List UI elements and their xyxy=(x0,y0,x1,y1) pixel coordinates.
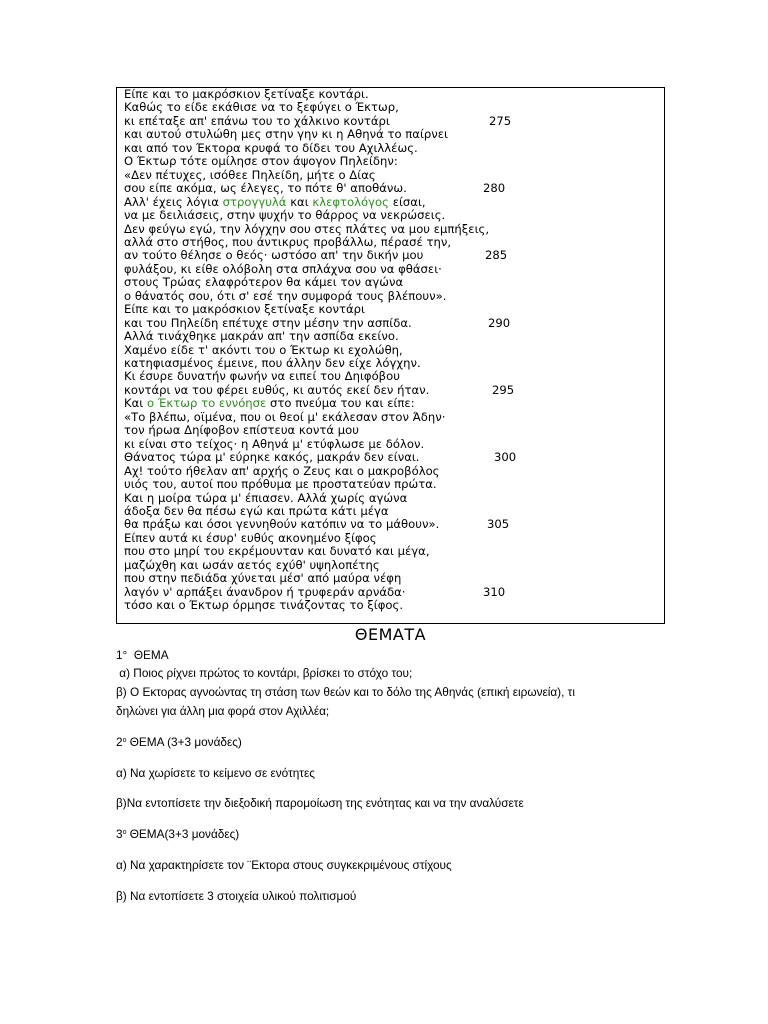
poem-text: Και η μοίρα τώρα μ' έπιασεν. Αλλά χωρίς αγώνα xyxy=(124,490,408,505)
highlighted-phrase: ο Έκτωρ το εννόησε xyxy=(146,396,267,411)
verse-line-number: 285 xyxy=(485,248,508,263)
theme2-question-a: α) Να χωρίσετε το κείμενο σε ενότητες xyxy=(116,766,315,780)
poem-text: στους Τρώας ελαφρότερον θα κάμει τον αγώνα xyxy=(124,275,404,290)
poem-text: και από τον Έκτορα κρυφά το δίδει του Αχιλλέως. xyxy=(124,140,418,155)
poem-text: Είπε και το μακρόσκιον ξετίναξε κοντάρι. xyxy=(124,87,369,101)
poem-text: Ο Έκτωρ τότε ομίλησε στον άψογον Πηλείδην: xyxy=(124,154,398,169)
poem-text: Αχ! τούτο ήθελαν απ' αρχής ο Ζευς και ο μακροβόλος xyxy=(124,463,440,478)
verse-line-number: 290 xyxy=(488,315,511,330)
poem-text: λαγόν ν' αρπάξει άνανδρον ή τρυφεράν αρνάδα· xyxy=(124,584,406,599)
theme3-ordinal-mark: ο xyxy=(122,829,127,836)
poem-text: τόσο και ο Έκτωρ όρμησε τινάζοντας το ξίφος. xyxy=(124,598,404,613)
verse-line-number: 280 xyxy=(483,181,506,196)
poem-text: Και xyxy=(124,396,147,411)
poem-text: άδοξα δεν θα πέσω εγώ και πρώτα κάτι μέγα xyxy=(124,503,389,518)
poem-text: Κι έσυρε δυνατήν φωνήν να ειπεί του Δηιφόβου xyxy=(124,369,400,384)
poem-text-box xyxy=(116,87,665,624)
themes-title: ΘΕΜΑΤΑ xyxy=(354,625,427,644)
poem-text: κατηφιασμένος έμεινε, που άλλην δεν είχε λόγχην. xyxy=(124,356,421,370)
poem-text: Είπε και το μακρόσκιον ξετίναξε κοντάρι xyxy=(124,302,365,317)
poem-text: που στην πεδιάδα χύνεται μέσ' από μαύρα νέφη xyxy=(124,571,402,586)
theme2-heading-text: ΘΕΜΑ (3+3 μονάδες) xyxy=(126,735,242,749)
poem-text: και του Πηλείδη επέτυχε στην μέσην την ασπίδα. xyxy=(124,315,412,330)
poem-text: Δεν φεύγω εγώ, την λόγχην σου στες πλάτες να μου εμπήξεις, xyxy=(124,221,490,236)
theme2-heading xyxy=(116,735,646,749)
highlighted-phrase: στρογγυλά xyxy=(222,194,287,209)
poem-text: «Δεν πέτυχες, ισόθεε Πηλείδη, μήτε ο Δίας xyxy=(124,167,376,182)
poem-text: ο θάνατός σου, ότι σ' εσέ την συμφορά τους βλέπουν». xyxy=(124,288,447,303)
poem-text: αν τούτο θέλησε ο θεός· ωστόσο απ' την δικήν μου xyxy=(124,248,424,263)
verse-line-number: 275 xyxy=(489,113,512,128)
theme2-number: 2 xyxy=(116,735,123,749)
theme2-ordinal-mark: ο xyxy=(122,737,127,744)
verse-line-number: 305 xyxy=(487,517,510,532)
poem-text: στο πνεύμα του και είπε: xyxy=(266,396,415,411)
poem-text: Αλλά τινάχθηκε μακράν απ' την ασπίδα εκείνο. xyxy=(124,329,399,344)
theme3-heading xyxy=(116,827,646,841)
theme3-question-b: β) Να εντοπίσετε 3 στοιχεία υλικού πολιτισμού xyxy=(116,889,357,903)
theme1-heading: 1° ΘΕΜΑ xyxy=(116,648,169,662)
poem-line xyxy=(124,599,403,613)
theme1-question-b-line1: β) Ο Εκτορας αγνοώντας τη στάση των θεών και το δόλο της Αθηνάς (επική ειρωνεία), τι xyxy=(116,685,575,699)
poem-text: σου είπε ακόμα, ως έλεγες, το πότε θ' αποθάνω. xyxy=(124,181,407,196)
verse-line-number: 295 xyxy=(492,382,515,397)
poem-text: κι επέταξε απ' επάνω του το χάλκινο κοντάρι xyxy=(124,113,390,128)
poem-text: υιός του, αυτοί που πρόθυμα με προστατεύαν πρώτα. xyxy=(124,477,437,492)
theme3-number: 3 xyxy=(116,827,123,841)
theme1-question-a: α) Ποιος ρίχνει πρώτος το κοντάρι, βρίσκει το στόχο του; xyxy=(116,666,413,680)
poem-text: θα πράξω και όσοι γεννηθούν κατόπιν να το μάθουν». xyxy=(124,517,440,532)
poem-text: μαζώχθη και ωσάν αετός εχύθ' υψηλοπέτης xyxy=(124,557,380,572)
poem-text: κοντάρι να του φέρει ευθύς, κι αυτός εκεί δεν ήταν. xyxy=(124,382,430,397)
poem-text: Αλλ' έχεις λόγια xyxy=(124,194,223,209)
poem-text: φυλάξου, κι είθε ολόβολη στα σπλάχνα σου να φθάσει· xyxy=(124,261,442,276)
theme3-heading-text: ΘΕΜΑ(3+3 μονάδες) xyxy=(126,827,240,841)
theme2-question-b: β)Να εντοπίσετε την διεξοδική παρομοίωση της ενότητας και να την αναλύσετε xyxy=(116,796,524,810)
poem-text: «Το βλέπω, οϊμένα, που οι θεοί μ' εκάλεσαν στον Άδην· xyxy=(124,409,446,424)
poem-text: κι είναι στο τείχος· η Αθηνά μ' ετύφλωσε με δόλον. xyxy=(124,436,425,451)
poem-text: Θάνατος τώρα μ' εύρηκε κακός, μακράν δεν είναι. xyxy=(124,450,420,465)
poem-text: Καθώς το είδε εκάθισε να το ξεφύγει ο Έκτωρ, xyxy=(124,100,399,115)
poem-text: να με δειλιάσεις, στην ψυχήν το θάρρος να νεκρώσεις. xyxy=(124,208,446,223)
poem-text: είσαι, xyxy=(388,194,426,209)
theme1-question-b-line2: δηλώνει για άλλη μια φορά στον Αχιλλέα; xyxy=(116,704,330,718)
poem-text: και αυτού στυλώθη μες στην γην κι η Αθηνά το παίρνει xyxy=(124,127,448,142)
verse-line-number: 300 xyxy=(494,450,517,465)
poem-text: Είπεν αυτά κι έσυρ' ευθύς ακονημένο ξίφος xyxy=(124,530,377,545)
highlighted-phrase: κλεφτολόγος xyxy=(312,194,389,209)
poem-text: που στο μηρί του εκρέμουνταν και δυνατό και μέγα, xyxy=(124,544,430,559)
theme3-question-a: α) Να χαρακτηρίσετε τον ¨Εκτορα στους συγκεκριμένους στίχους xyxy=(116,858,452,872)
poem-text: τον ήρωα Δηίφοβον επίστευα κοντά μου xyxy=(124,423,359,438)
poem-text: αλλά στο στήθος, που άντικρυς προβάλλω, πέρασέ την, xyxy=(124,234,452,249)
poem-text: Χαμένο είδε τ' ακόντι του ο Έκτωρ κι εχολώθη, xyxy=(124,342,403,357)
poem-text: και xyxy=(286,194,313,209)
verse-line-number: 310 xyxy=(483,584,506,599)
